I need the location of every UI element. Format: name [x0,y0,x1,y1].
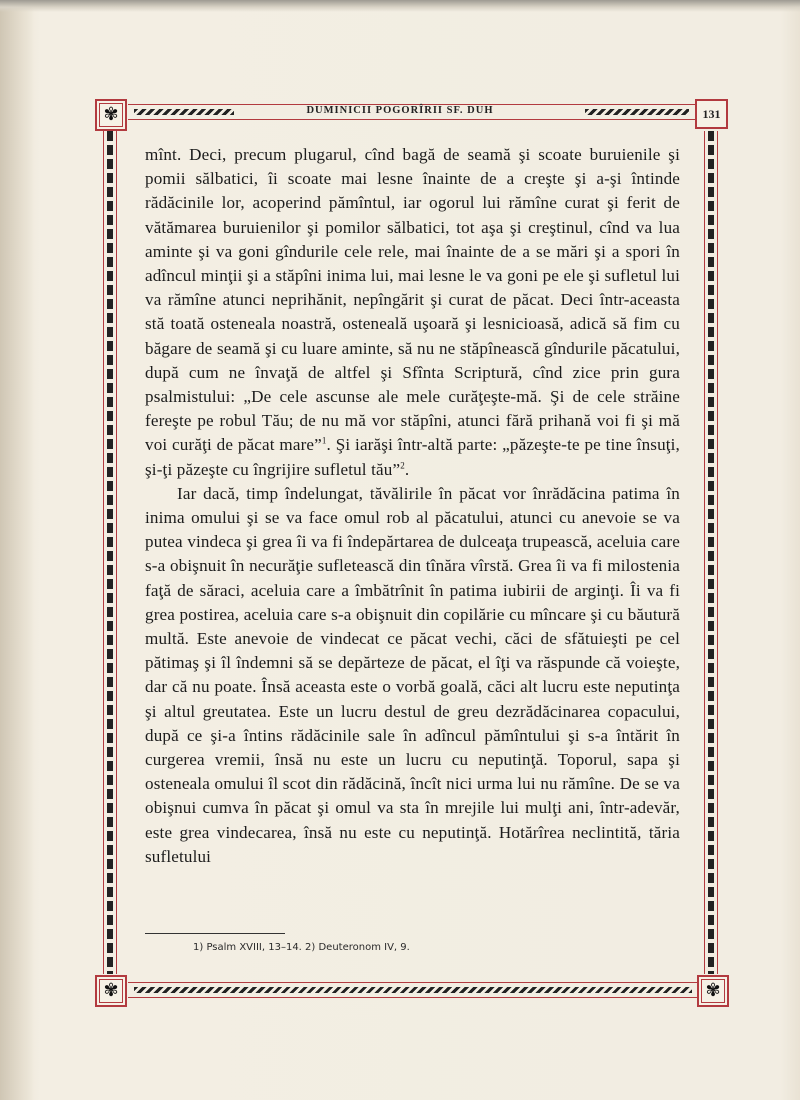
footnote-marker: 1 [321,435,327,446]
paragraph-text: Iar dacă, timp îndelungat, tăvălirile în păcat vor înrădăcina patima în inima omului şi se va face omul rob al păcatului, atunci cu anevoie se va putea vindeca şi grea îi va fi îndepărtarea de dulceaţa trupească, aceluia care s-a obişnuit în necurăţie sufletească din tînăra vîrstă. Grea îi va fi milostenia faţă de săraci, aceluia care a îmbătrînit în patima iubirii de arginţi. Îi va fi grea postirea, aceluia care s-a obişnuit din copilărie cu mîncare şi cu băutură multă. Este anevoie de vindecat ce păcat vechi, căci de sfătuieşti pe cel pătimaş şi îl îndemni să se depărteze de păcat, el îţi va răspunde că voieşte, dar că nu poate. Însă aceasta este o vorbă goală, căci alt lucru este neputinţa şi altul greutatea. Este un lucru destul de greu dezrădăcinarea copacului, după ce şi-a întins rădăcinile sale în adîncul pămîntului şi s-a întărit în curgerea vremii, însă nu este un lucru cu neputinţă. Toporul, sapa şi osteneala omului îl scot din rădăcină, încît nici urma lui nu rămîne. De se va obişnui cumva în păcat şi omul va sta în mrejile lui mulţi ani, într-adevăr, este grea vindecarea, însă nu este cu neputinţă. Hotărîrea neclintită, tăria sufletului [145,483,680,866]
top-right-rope-ornament [585,109,689,115]
right-chain-ornament [708,131,714,974]
page-top-shadow [0,0,800,12]
corner-top-left [95,99,127,131]
left-chain-ornament [107,131,113,974]
top-left-rope-ornament [134,109,234,115]
page-number: 131 [702,106,721,121]
corner-bottom-left [95,975,127,1007]
footnote-marker: 2 [400,459,405,470]
corner-bottom-right [697,975,729,1007]
right-border-band [704,131,718,974]
bottom-rope-ornament [134,987,692,993]
rosette-icon: ✾ [99,979,123,1003]
paragraph-text: mînt. Deci, precum plugarul, cînd bagă de seamă şi scoate buruienile şi pomii sălbatici, îi scoate mai lesne înainte de a creşte şi a-şi întinde rădăcinile lor, acoperind pămîntul, iar ogorul lui rămîne curat şi ferit de vătămarea buruienilor şi pomilor sălbatici, tot aşa şi creştinul, cînd va lua aminte şi va goni gîndurile cele rele, mai înainte de a se mări şi a spori în adîncul minţii şi a stăpîni inima lui, mai lesne le va goni pe ele şi sufletul lui va rămîne atunci neprihănit, nepîngărit şi curat de păcat. Deci într-aceasta stă toată osteneala noastră, osteneală uşoară şi lesnicioasă, adică să fim cu băgare de seamă şi cu luare aminte, să nu ne stăpînească gîndurile păcatului, după cum ne învaţă de altfel şi Sfînta Scriptură, cînd zice prin gura psalmistului: „De cele ascunse ale mele curăţeşte-mă. Şi de cele străine fereşte pe robul Tău; de nu mă vor stăpîni, atunci fără prihană voi fi şi mă voi curăţi de păcat mare” [145,145,680,455]
paragraph [145,143,680,482]
rosette-icon: ✾ [99,103,123,127]
bottom-border-band [128,982,698,998]
main-text [145,143,680,869]
book-spine [0,0,34,1100]
footnotes: 1) Psalm XVIII, 13–14. 2) Deuteronom IV, 9. [193,942,410,953]
page-number-box [695,99,728,129]
running-head: DUMINICII POGORÎRII SF. DUH [240,105,560,116]
footnote-rule [145,933,285,934]
left-border-band [103,131,117,974]
paragraph-text: . [404,459,410,479]
paragraph-text: . Şi iarăşi într-altă parte: „păzeşte-te pe tine însuţi, şi-ţi păzeşte cu îngrijire sufletul tău” [145,435,680,479]
rosette-icon: ✾ [701,979,725,1003]
paragraph [145,482,680,869]
